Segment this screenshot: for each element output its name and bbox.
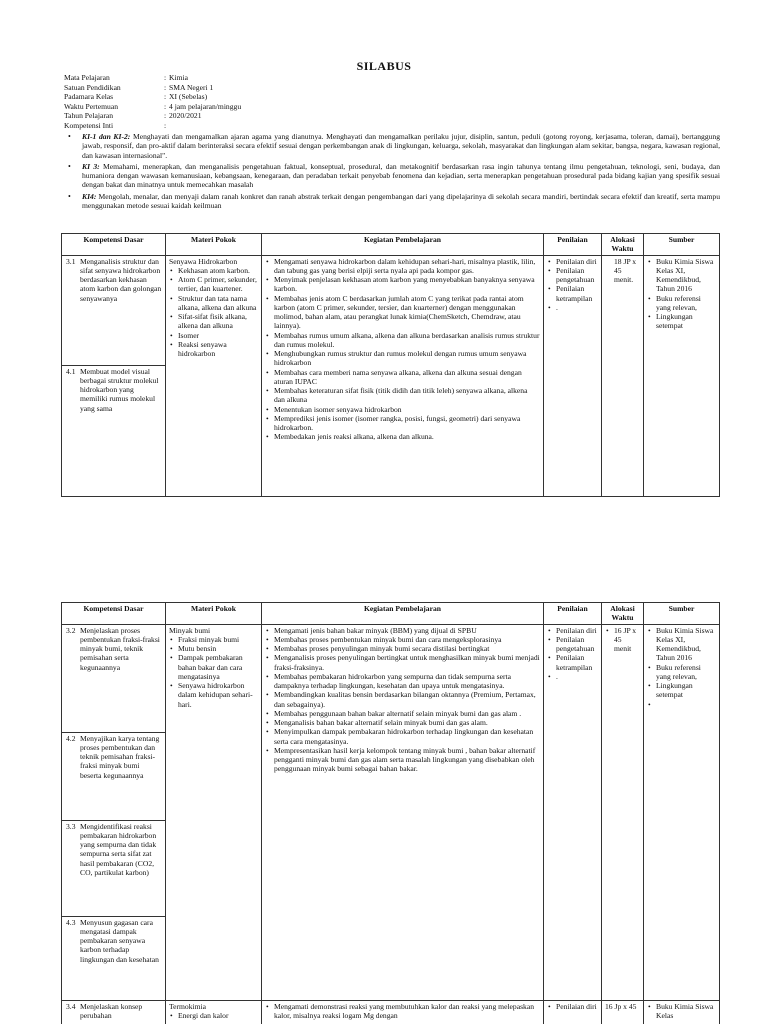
meta-colon: : [164, 111, 167, 121]
penilaian-cell [544, 255, 602, 496]
kd-cell: 3.2 Menjelaskan proses pembentukan fraksi-fraksi minyak bumi, teknik pemisahan serta kegunaannya [62, 624, 166, 732]
ki-item [60, 162, 720, 190]
penilaian-item: • Penilaian ketrampilan [547, 284, 598, 303]
sumber-item: • Lingkungan setempat [647, 312, 716, 331]
column-header: Alokasi Waktu [602, 234, 644, 256]
kd-cell: 4.1 Membuat model visual berbagai struktur molekul hidrokarbon yang memiliki rumus molekul yang sama [62, 365, 166, 496]
meta-value: XI (Sebelas) [169, 92, 208, 102]
penilaian-item: • Penilaian pengetahuan [547, 266, 598, 285]
meta-label: Tahun Pelajaran [64, 111, 114, 121]
column-header: Sumber [644, 603, 720, 625]
table-row [62, 255, 720, 365]
materi-item: • Mutu bensin [169, 644, 258, 653]
materi-cell: Senyawa Hidrokarbon • Kekhasan atom karbon. • Atom C primer, sekunder, tertier, dan kuartener. • Struktur dan tata nama alkana, alkena dan alkuna • Sifat-sifat fisik alkana, alkena dan alkuna • Isomer • Reaksi senyawa hidrokarbon [166, 255, 262, 496]
meta-colon: : [164, 101, 167, 111]
kegiatan-item: • Membahas cara memberi nama senyawa alkana, alkena dan alkuna sesuai dengan aturan IUPAC [265, 368, 540, 387]
meta-row [64, 73, 241, 83]
meta-label: Satuan Pendidikan [64, 82, 121, 92]
meta-colon: : [164, 73, 167, 82]
materi-item: • Isomer [169, 331, 258, 340]
meta-colon: : [164, 92, 167, 102]
materi-cell: Termokimia • Energi dan kalor [166, 1000, 262, 1024]
kegiatan-item: • Membahas pembakaran hidrokarbon yang sempurna dan tidak sempurna serta dampaknya terhadap lingkungan, kesehatan dan upaya untuk mengatasinya. [265, 672, 540, 691]
kegiatan-item: • Mempresentasikan hasil kerja kelompok tentang minyak bumi , bahan bakar alternatif pengganti minyak bumi dan gas alam serta masalah lingkungan yang disebabkan oleh penggunaan minyak bumi sebagai bahan bakar. [265, 746, 540, 774]
kegiatan-item: • Membahas proses penyulingan minyak bumi secara distilasi bertingkat [265, 644, 540, 653]
table-header-row [62, 234, 720, 256]
column-header: Penilaian [544, 603, 602, 625]
kegiatan-item: • Memprediksi jenis isomer (isomer rangka, posisi, fungsi, geometri) dari senyawa hidrokarbon. [265, 414, 540, 433]
kd-cell: 3.3 Mengidentifikasi reaksi pembakaran hidrokarbon yang sempurna dan tidak sempurna serta sifat zat hasil pembakaran (CO2, CO, partikulat karbon) [62, 820, 166, 916]
meta-value: 2020/2021 [169, 111, 202, 121]
materi-item: • Reaksi senyawa hidrokarbon [169, 340, 258, 359]
meta-label: Waktu Pertemuan [64, 101, 119, 111]
meta-colon: : [164, 82, 167, 92]
ki-text: Mengolah, menalar, dan menyaji dalam ranah konkret dan ranah abstrak terkait dengan pengembangan dari yang dipelajarinya di sekolah secara mandiri, bertindak secara efektif dan kreatif, serta mampu menggunakan metode sesuai kaidah keilmuan [82, 191, 720, 210]
sumber-item: • Buku referensi yang relevan, [647, 663, 716, 682]
kegiatan-item: • Menyimak penjelasan kekhasan atom karbon yang menyebabkan banyaknya senyawa karbon. [265, 275, 540, 294]
materi-item: • Fraksi minyak bumi [169, 635, 258, 644]
column-header: Kompetensi Dasar [62, 234, 166, 256]
column-header: Alokasi Waktu [602, 603, 644, 625]
meta-label: Kompetensi Inti [64, 120, 114, 130]
sumber-item: • Buku referensi yang relevan, [647, 294, 716, 313]
kegiatan-item: • Membahas proses pembentukan minyak bumi dan cara mengeksplorasinya [265, 635, 540, 644]
penilaian-item: • Penilaian diri [547, 1002, 598, 1011]
meta-row [64, 83, 241, 93]
ki-text: Memahami, menerapkan, dan menganalisis pengetahuan faktual, konseptual, prosedural, dan metakognitif berdasarkan rasa ingin tahunya tentang ilmu pengetahuan, teknologi, seni, budaya, dan humaniora dengan wawasan kemanusiaan, kebangsaan, kenegaraan, dan peradaban terkait penyebab fenomena dan kejadian, serta menerapkan pengetahuan prosedural pada bidang kajian yang spesifik sesuai dengan bakat dan minatnya untuk memecahkan masalah [82, 161, 720, 190]
kegiatan-item: • Menganalisis proses penyulingan bertingkat untuk menghasilkan minyak bumi menjadi fraksi-fraksinya. [265, 653, 540, 672]
sumber-cell [644, 1000, 720, 1024]
kegiatan-cell [262, 255, 544, 496]
kegiatan-item: • Mengamati jenis bahan bakar minyak (BBM) yang dijual di SPBU [265, 626, 540, 635]
kd-cell: 3.4 Menjelaskan konsep perubahan [62, 1000, 166, 1024]
kegiatan-item: • Menentukan isomer senyawa hidrokarbon [265, 405, 540, 414]
ki-text: Menghayati dan mengamalkan ajaran agama yang dianutnya. Menghayati dan mengamalkan perilaku jujur, disiplin, santun, peduli (gotong royong, kerjasama, toleran, damai), bertanggung jawab, responsif, dan pro-aktif dalam berinteraksi secara efektif sesuai dengan perkembangan anak di lingkungan, keluarga, sekolah, masyarakat dan lingkungan alam sekitar, bangsa, negara, kawasan regional, dan kawasan internasional". [82, 132, 721, 160]
ki-item [60, 132, 720, 160]
sumber-item: • Lingkungan setempat [647, 681, 716, 700]
kegiatan-item: • Membedakan jenis reaksi alkana, alkena dan alkuna. [265, 432, 540, 441]
kegiatan-cell [262, 1000, 544, 1024]
table-row [62, 624, 720, 732]
meta-row [64, 102, 241, 112]
kegiatan-item: • Mengamati senyawa hidrokarbon dalam kehidupan sehari-hari, misalnya plastik, lilin, dan tabung gas yang berisi elpiji serta nyala api pada kompor gas. [265, 257, 540, 276]
penilaian-cell [544, 1000, 602, 1024]
kegiatan-item: • Menganalisis bahan bakar alternatif selain minyak bumi dan gas alam. [265, 718, 540, 727]
penilaian-cell [544, 624, 602, 1000]
ki-heading: KI4: [82, 191, 97, 201]
penilaian-item: • . [547, 303, 598, 312]
ki-heading: KI 3: [82, 161, 100, 171]
column-header: Materi Pokok [166, 603, 262, 625]
alokasi-cell: • 16 JP x 45 menit [602, 624, 644, 1000]
kegiatan-item: • Membahas jenis atom C berdasarkan jumlah atom C yang terikat pada rantai atom karbon (atom C primer, sekunder, tersier, dan kuarterner) dengan menggunakan molimod, bahan alam, atau perangkat lunak kimia(ChemSketch, Chemdraw, atau lainnya). [265, 294, 540, 331]
meta-value: 4 jam pelajaran/minggu [169, 101, 242, 111]
ki-heading: KI-1 dan KI-2: [82, 132, 131, 141]
penilaian-item: • . [547, 672, 598, 681]
ki-list [60, 132, 720, 212]
penilaian-item: • Penilaian diri [547, 626, 598, 635]
meta-label: Mata Pelajaran [64, 73, 110, 82]
kd-cell: 4.3 Menyusun gagasan cara mengatasi dampak pembakaran senyawa karbon terhadap lingkungan dan kesehatan [62, 916, 166, 1000]
meta-value: SMA Negeri 1 [169, 82, 214, 92]
ki-item [60, 192, 720, 211]
page-title: SILABUS [356, 59, 412, 73]
meta-row [64, 111, 241, 121]
column-header: Penilaian [544, 234, 602, 256]
column-header: Materi Pokok [166, 234, 262, 256]
meta-block [64, 73, 241, 131]
materi-item: • Energi dan kalor [169, 1011, 258, 1020]
penilaian-item: • Penilaian ketrampilan [547, 653, 598, 672]
kegiatan-item: • Membandingkan kualitas bensin berdasarkan bilangan oktannya (Premium, Pertamax, dan sebagainya). [265, 690, 540, 709]
alokasi-cell: 16 Jp x 45 [602, 1000, 644, 1024]
materi-cell: Minyak bumi • Fraksi minyak bumi • Mutu bensin • Dampak pembakaran bahan bakar dan cara mengatasinya • Senyawa hidrokarbon dalam kehidupan sehari-hari. [166, 624, 262, 1000]
kegiatan-item: • Membahas keteraturan sifat fisik (titik didih dan titik leleh) senyawa alkana, alkena dan alkuna [265, 386, 540, 405]
alokasi-cell: 18 JP x 45 menit. [602, 255, 644, 496]
table-row [62, 1000, 720, 1024]
column-header: Kompetensi Dasar [62, 603, 166, 625]
kegiatan-item: • Menyimpulkan dampak pembakaran hidrokarbon terhadap lingkungan dan kesehatan serta cara mengatasinya. [265, 727, 540, 746]
table-header-row [62, 603, 720, 625]
kegiatan-item: • Membahas penggunaan bahan bakar alternatif selain minyak bumi dan gas alam . [265, 709, 540, 718]
sumber-item: • Buku Kimia Siswa Kelas XI, Kemendikbud, Tahun 2016 [647, 257, 716, 294]
materi-item: • Kekhasan atom karbon. [169, 266, 258, 275]
column-header: Sumber [644, 234, 720, 256]
sumber-item: • Buku Kimia Siswa Kelas XI, Kemendikbud, Tahun 2016 [647, 626, 716, 663]
kegiatan-item: • Membahas rumus umum alkana, alkena dan alkuna berdasarkan analisis rumus struktur dan rumus molekul. [265, 331, 540, 350]
penilaian-item: • Penilaian pengetahuan [547, 635, 598, 654]
kegiatan-cell [262, 624, 544, 1000]
meta-colon: : [164, 120, 167, 130]
kd-cell: 4.2 Menyajikan karya tentang proses pembentukan dan teknik pemisahan fraksi-fraksi minyak bumi beserta kegunaannya [62, 732, 166, 820]
meta-row [64, 121, 241, 131]
sumber-cell [644, 624, 720, 1000]
materi-item: • Atom C primer, sekunder, tertier, dan kuartener. [169, 275, 258, 294]
column-header: Kegiatan Pembelajaran [262, 603, 544, 625]
meta-label: Padamara Kelas [64, 92, 114, 102]
column-header: Kegiatan Pembelajaran [262, 234, 544, 256]
kegiatan-item: • Menghubungkan rumus struktur dan rumus molekul dengan rumus umum senyawa hidrokarbon [265, 349, 540, 368]
materi-item: • Sifat-sifat fisik alkana, alkena dan alkuna [169, 312, 258, 331]
kd-cell: 3.1 Menganalisis struktur dan sifat senyawa hidrokarbon berdasarkan kekhasan atom karbon dan golongan senyawanya [62, 255, 166, 365]
materi-item: • Senyawa hidrokarbon dalam kehidupan sehari-hari. [169, 681, 258, 709]
kegiatan-item: • Mengamati demonstrasi reaksi yang membutuhkan kalor dan reaksi yang melepaskan kalor, misalnya reaksi logam Mg dengan [265, 1002, 540, 1021]
syllabus-table-2 [61, 602, 720, 1024]
meta-row [64, 92, 241, 102]
meta-value: Kimia [169, 73, 188, 82]
sumber-cell [644, 255, 720, 496]
syllabus-table-1 [61, 233, 720, 497]
materi-item: • Dampak pembakaran bahan bakar dan cara mengatasinya [169, 653, 258, 681]
sumber-item: • Buku Kimia Siswa Kelas [647, 1002, 716, 1021]
materi-item: • Struktur dan tata nama alkana, alkena dan alkuna [169, 294, 258, 313]
penilaian-item: • Penilaian diri [547, 257, 598, 266]
